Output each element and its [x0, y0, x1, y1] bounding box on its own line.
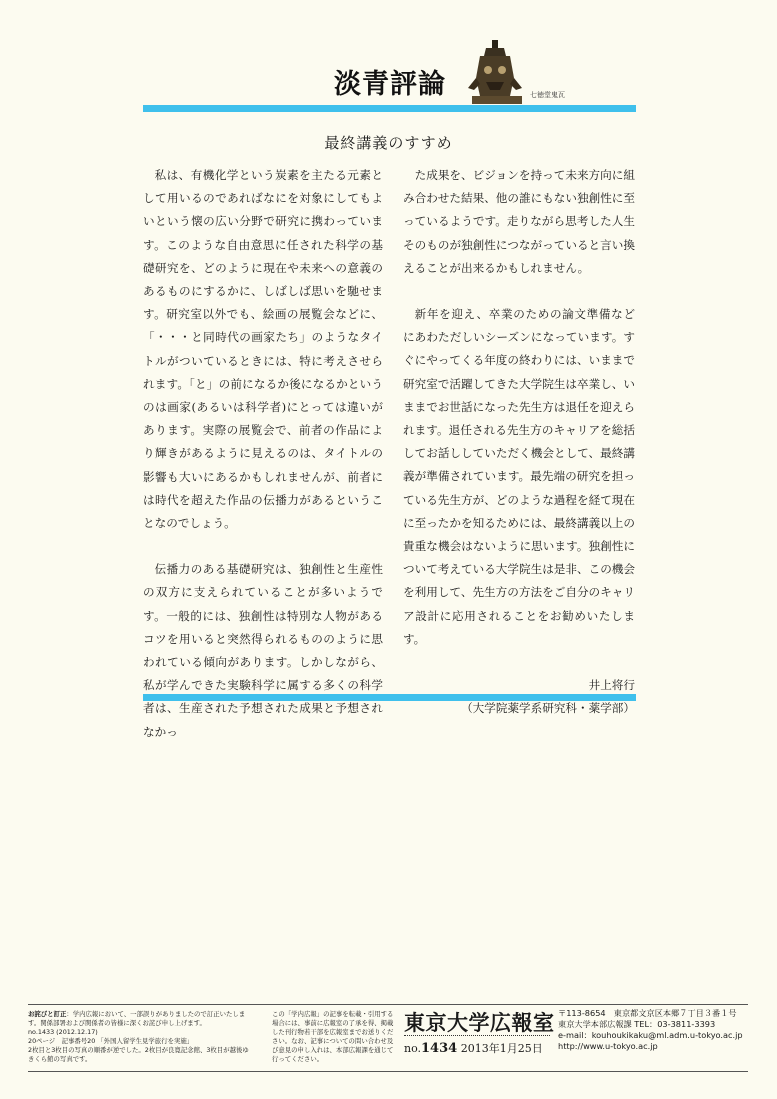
bottom-accent-band — [143, 694, 636, 701]
reprint-note: この「学内広報」の記事を転載・引用する場合には、事前に広報室の了承を得、掲載した刊行物若干部を広報室までお送りください。なお、記事についての問い合わせ及び意見の申し入れは、本部広報課を通じて行ってください。 — [272, 1010, 394, 1063]
top-accent-band — [143, 105, 636, 112]
paragraph: た成果を、ビジョンを持って未来方向に組み合わせた結果、他の誰にもない独創性に至っているようです。走りながら思考した人生そのものが独創性につながっていると言い換えることが出来るかもしれません。 — [403, 168, 635, 275]
issue-prefix: no. — [404, 1042, 422, 1055]
image-caption: 七徳堂鬼瓦 — [530, 91, 565, 99]
dotted-divider — [404, 1035, 550, 1036]
footer-rule-top — [28, 1004, 748, 1005]
issue-number: 1434 — [421, 1041, 458, 1056]
errata-line: 2枚目と3枚目の写真の順番が逆でした。2枚目が良寛記念館、3枚目が越後ゆきくら館の写真です。 — [28, 1046, 249, 1063]
issue-date: 2013年1月25日 — [460, 1042, 543, 1055]
gargoyle-roof-tile-image — [466, 38, 530, 104]
contact-address: 〒113-8654 東京都文京区本郷７丁目３番１号 — [558, 1008, 737, 1018]
header-title: 淡青評論 — [334, 69, 446, 100]
article-column-left — [143, 164, 383, 767]
article-column-right — [403, 164, 635, 720]
errata-line: 20ページ 記事番号20 「外国人留学生見学旅行を実施」 — [28, 1037, 194, 1045]
errata-text: ：学内広報において、一部誤りがありましたので訂正いたします。関係部署および関係者の皆様に深くお詫び申し上げます。 — [28, 1010, 246, 1027]
contact-email-link[interactable]: e-mail：kouhoukikaku@ml.adm.u-tokyo.ac.jp — [558, 1030, 743, 1040]
errata-line: no.1433 (2012.12.17) — [28, 1028, 98, 1036]
paragraph: 新年を迎え、卒業のための論文準備などにあわただしいシーズンになっています。すぐにやってくる年度の終わりには、いままで研究室で活躍してきた大学院生は卒業し、いままでお世話になった先生方は退任を迎えられます。退任される先生方のキャリアを総括してお話ししていただく機会として、最終講義が準備されています。最先端の研究を担っている先生方が、どのような過程を経て現在に至ったかを知るためには、最終講義以上の貴重な機会はないように思います。独創性について考えている大学院生は是非、この機会を利用して、先生方の方法をご自分のキャリア設計に応用されることをお勧めいたします。 — [403, 307, 635, 646]
paragraph: 私は、有機化学という炭素を主たる元素として用いるのであればなにを対象にしてもよいという懐の広い分野で研究に携わっています。このような自由意思に任された科学の基礎研究を、どのように現在や未来への意義のあるものにするかに、しばしば思いを馳せます。研究室以外でも、絵画の展覧会などに、「・・・と同時代の画家たち」のようなタイトルがついているときには、特に考えさせられます。「と」の前になるか後になるかというのは画家(あるいは科学者)にとっては違いがあります。実際の展覧会で、前者の作品により輝きがあるように見えるのは、タイトルの影響も大いにあるかもしれませんが、前者には時代を超えた作品の伝播力があるということなのでしょう。 — [143, 168, 383, 531]
article-title: 最終講義のすすめ — [324, 134, 453, 152]
contact-website-link[interactable]: http://www.u-tokyo.ac.jp — [558, 1041, 658, 1051]
errata-label: お詫びと訂正 — [28, 1010, 67, 1018]
errata-note — [28, 1010, 253, 1064]
paragraph: 伝播力のある基礎研究は、独創性と生産性の双方に支えられていることが多いようです。一般的には、独創性は特別な人物があるコツを用いると突然得られるもののように思われている傾向があります。しかしながら、私が学んできた実験科学に属する多くの科学者は、生産された予想された成果と予想されなかっ — [143, 562, 383, 739]
footer-rule-bottom — [28, 1071, 748, 1072]
author-name: 井上将行 — [588, 678, 635, 693]
contact-info — [558, 1008, 758, 1052]
issue-info — [404, 1040, 543, 1056]
contact-phone: 東京大学本部広報課 TEL：03-3811-3393 — [558, 1019, 716, 1029]
publication-name: 東京大学広報室 — [404, 1011, 555, 1035]
author-affiliation: （大学院薬学系研究科・薬学部） — [461, 701, 635, 716]
